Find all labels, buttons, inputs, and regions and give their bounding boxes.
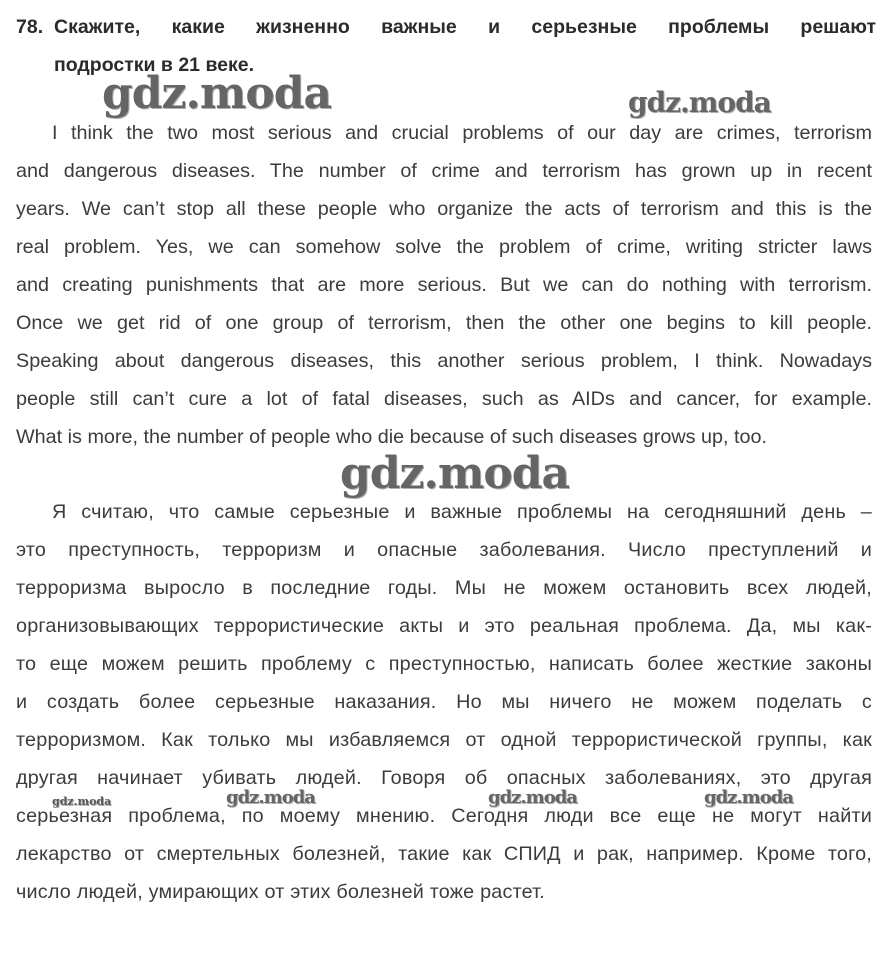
russian-line: это преступность, терроризм и опасные заболевания. Число преступлений и (16, 539, 872, 561)
russian-line: серьезная проблема, по моему мнению. Сегодня люди все еще не могут найти (16, 805, 872, 827)
english-line: Speaking about dangerous diseases, this another serious problem, I think. Nowadays (16, 350, 872, 372)
task-question-line-2: подростки в 21 веке. (54, 54, 255, 76)
watermark: gdz.moda (628, 86, 771, 119)
task-question-line-1 (16, 8, 876, 46)
watermark: gdz.moda (704, 787, 793, 808)
english-line: people still can’t cure a lot of fatal diseases, such as AIDs and cancer, for example. (16, 388, 872, 410)
watermark: gdz.moda (488, 787, 577, 808)
english-line: I think the two most serious and crucial problems of our day are crimes, terrorism (52, 122, 872, 144)
russian-line: то еще можем решить проблему с преступностью, написать более жесткие законы (16, 653, 872, 675)
russian-line: Я считаю, что самые серьезные и важные проблемы на сегодняшний день – (52, 501, 872, 523)
russian-answer (16, 493, 872, 911)
russian-line: лекарство от смертельных болезней, такие как СПИД и рак, например. Кроме того, (16, 843, 872, 865)
watermark: gdz.moda (226, 787, 315, 808)
russian-line: терроризма выросло в последние годы. Мы не можем остановить всех людей, (16, 577, 872, 599)
english-answer (16, 114, 872, 456)
russian-line: организовывающих террористические акты и это реальная проблема. Да, мы как- (16, 615, 872, 637)
russian-line: и создать более серьезные наказания. Но мы ничего не можем поделать с (16, 691, 872, 713)
task-question-text-1: Скажите, какие жизненно важные и серьезные проблемы решают (54, 16, 876, 38)
russian-line: число людей, умирающих от этих болезней тоже растет. (16, 881, 545, 903)
russian-line: другая начинает убивать людей. Говоря об опасных заболеваниях, это другая (16, 767, 872, 789)
english-line: Once we get rid of one group of terrorism, then the other one begins to kill people. (16, 312, 872, 334)
watermark: gdz.moda (52, 795, 112, 808)
russian-line: терроризмом. Как только мы избавляемся от одной террористической группы, как (16, 729, 872, 751)
english-line: and creating punishments that are more serious. But we can do nothing with terrorism. (16, 274, 872, 296)
task-number: 78. (16, 16, 44, 38)
english-line: What is more, the number of people who die because of such diseases grows up, too. (16, 426, 768, 448)
watermark: gdz.moda (102, 68, 332, 119)
english-line: and dangerous diseases. The number of crime and terrorism has grown up in recent (16, 160, 872, 182)
english-line: years. We can’t stop all these people who organize the acts of terrorism and this is the (16, 198, 872, 220)
english-line: real problem. Yes, we can somehow solve the problem of crime, writing stricter laws (16, 236, 872, 258)
watermark: gdz.moda (340, 448, 570, 499)
